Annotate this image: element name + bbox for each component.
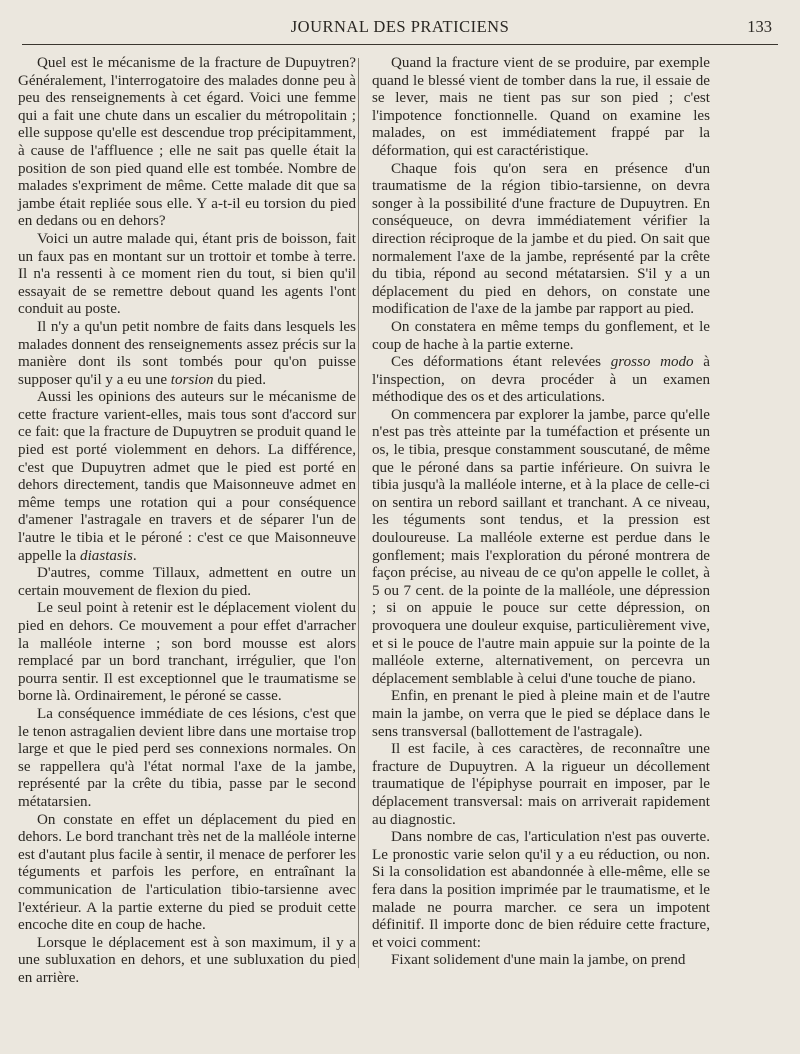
page-number: 133 <box>747 17 772 36</box>
paragraph: D'autres, comme Tillaux, admettent en outre un certain mouvement de flexion du pied. <box>18 565 356 599</box>
paragraph: On constate en effet un déplacement du pied en dehors. Le bord tranchant très net de la malléole interne est d'autant plus facile à sentir, il menace de perforer les téguments et parfois les perfore, en entraînant la communication de l'articulation tibio-tarsienne avec l'extérieur. A la partie externe du pied se produit cette encoche dite en coup de hache. <box>18 811 356 934</box>
paragraph-text: Ces déformations étant relevées <box>391 354 611 371</box>
paragraph-text: à l'inspection, on devra procéder à un examen méthodique des os et des articulations. <box>372 354 710 406</box>
paragraph: Enfin, en prenant le pied à pleine main et de l'autre main la jambe, on verra que le pied se déplace dans le sens transversal (ballottement de l'astragale). <box>372 688 710 740</box>
italic-term: grosso modo <box>610 354 694 371</box>
paragraph: On commencera par explorer la jambe, parce qu'elle n'est pas très atteinte par la tuméfaction et présente un os, le tibia, presque constamment souscutané, de même que le péroné dans sa partie inférieure. On suivra le tibia jusqu'à la malléole interne, et à la place de celle-ci on sentira un rebord saillant et tranchant. A ce niveau, les téguments sont tendus, et la pression est douloureuse. La malléole externe est perdue dans le gonflement; mais l'exploration du péroné montrera de façon précise, au niveau de ce qu'on appelle le collet, à 5 ou 7 cent. de la pointe de la malléole, une dépression ; si on appuie le pouce sur cette dépression, on provoquera une douleur exquise, particulièrement vive, et si le pouce de l'autre main appuie sur la pointe de la malléole externe, alternativement, on percevra un déplacement semblable à celui d'une touche de piano. <box>372 406 710 687</box>
paragraph: Quand la fracture vient de se produire, par exemple quand le blessé vient de tomber dans la rue, il essaie de se lever, mais ne tient pas sur son pied ; c'est l'impotence fonctionnelle. Quand on examine les malades, on est immédiatement frappé par la déformation, qui est caractéristique. <box>372 55 710 159</box>
header-rule <box>22 44 778 45</box>
running-title: JOURNAL DES PRATICIENS <box>290 17 510 36</box>
paragraph: Dans nombre de cas, l'articulation n'est pas ouverte. Le pronostic varie selon qu'il y a eu réduction, ou non. Si la consolidation est abandonnée à elle-même, elle se fera dans la position imprimée par le traumatisme, et le malade ne pourra marcher. ce sera un impotent définitif. Il importe donc de bien réduire cette fracture, et voici comment: <box>372 829 710 951</box>
italic-term: torsion <box>170 371 214 388</box>
left-column <box>18 55 356 987</box>
paragraph-text: du pied. <box>213 371 266 388</box>
paragraph: Chaque fois qu'on sera en présence d'un traumatisme de la région tibio-tarsienne, on devra songer à la possibilité d'une fracture de Dupuytren. En conséqueuce, on devra immédiatement vérifier la direction réciproque de la jambe et du pied. On sait que normalement l'axe de la jambe, représenté par la crête du tibia, répond au second métatarsien. S'il y a un déplacement du pied en dehors, on constate une modification de l'axe de la jambe par rapport au pied. <box>372 160 710 318</box>
right-column <box>372 55 710 970</box>
paragraph: Quel est le mécanisme de la fracture de Dupuytren? Généralement, l'interrogatoire des malades donne peu à peu des renseignements à cet égard. Voici une femme qui a fait une chute dans un escalier du métropolitain ; elle suppose qu'elle est descendue trop précipitamment, à cause de l'affluence ; elle ne sait pas quelle était la position de son pied quand elle est tombée. Nombre de malades s'expriment de même. Cette malade dit que sa jambe était repliée sous elle. Y a-t-il eu torsion du pied en dedans ou en dehors? <box>18 55 356 230</box>
column-divider <box>358 58 359 968</box>
italic-term: diastasis <box>80 547 133 564</box>
paragraph-text: Il n'y a qu'un petit nombre de faits dans lesquels les malades donnent des renseignements assez précis sur la manière dont ils sont tombés pour qu'on puisse supposer qu'il y a eu une <box>18 318 356 388</box>
paragraph-text: Aussi les opinions des auteurs sur le mécanisme de cette fracture varient-elles, mais tous sont d'accord sur ce fait: que la fracture de Dupuytren se produit quand le pied est porté violemment en dehors. La différence, c'est que Dupuytren admet que le pied est porté en dehors directement, tandis que Maisonneuve admet en même temps une rotation qui a pour conséquence d'amener l'astragale en travers et de séparer l'un de l'autre le tibia et le péroné : c'est ce que Maisonneuve appelle la <box>18 389 356 564</box>
paragraph <box>18 319 356 389</box>
paragraph: Il est facile, à ces caractères, de reconnaître une fracture de Dupuytren. A la rigueur un décollement traumatique de l'épiphyse pourrait en imposer, par le déplacement transversal: mais on arriverait rapidement au diagnostic. <box>372 741 710 828</box>
paragraph: Le seul point à retenir est le déplacement violent du pied en dehors. Ce mouvement a pour effet d'arracher la malléole interne ; son bord mousse est alors remplacé par un bord tranchant, irrégulier, que l'on pourra sentir. Il est exceptionnel que le traumatisme se borne là. Ordinairement, le péroné se casse. <box>18 600 356 705</box>
paragraph-text: . <box>132 547 137 564</box>
paragraph: Fixant solidement d'une main la jambe, on prend <box>391 952 686 969</box>
paragraph <box>18 389 356 565</box>
paragraph: Voici un autre malade qui, étant pris de boisson, fait un faux pas en montant sur un trottoir et tombe à terre. Il n'a ressenti à ce moment rien du tout, si bien qu'il essayait de se remettre debout quand les agents l'ont conduit au poste. <box>18 230 356 318</box>
paragraph <box>372 354 710 407</box>
page-header <box>22 14 778 40</box>
paragraph: On constatera en même temps du gonflement, et le coup de hache à la partie externe. <box>372 318 710 353</box>
paragraph: La conséquence immédiate de ces lésions, c'est que le tenon astragalien devient libre dans une mortaise trop large et que le pied perd ses connexions normales. On se rappellera qu'à l'état normal l'axe de la jambe, représenté par la crête du tibia, passe par le second métatarsien. <box>18 705 356 810</box>
paragraph: Lorsque le déplacement est à son maximum, il y a une subluxation en dehors, et une subluxation du pied en arrière. <box>18 934 356 986</box>
